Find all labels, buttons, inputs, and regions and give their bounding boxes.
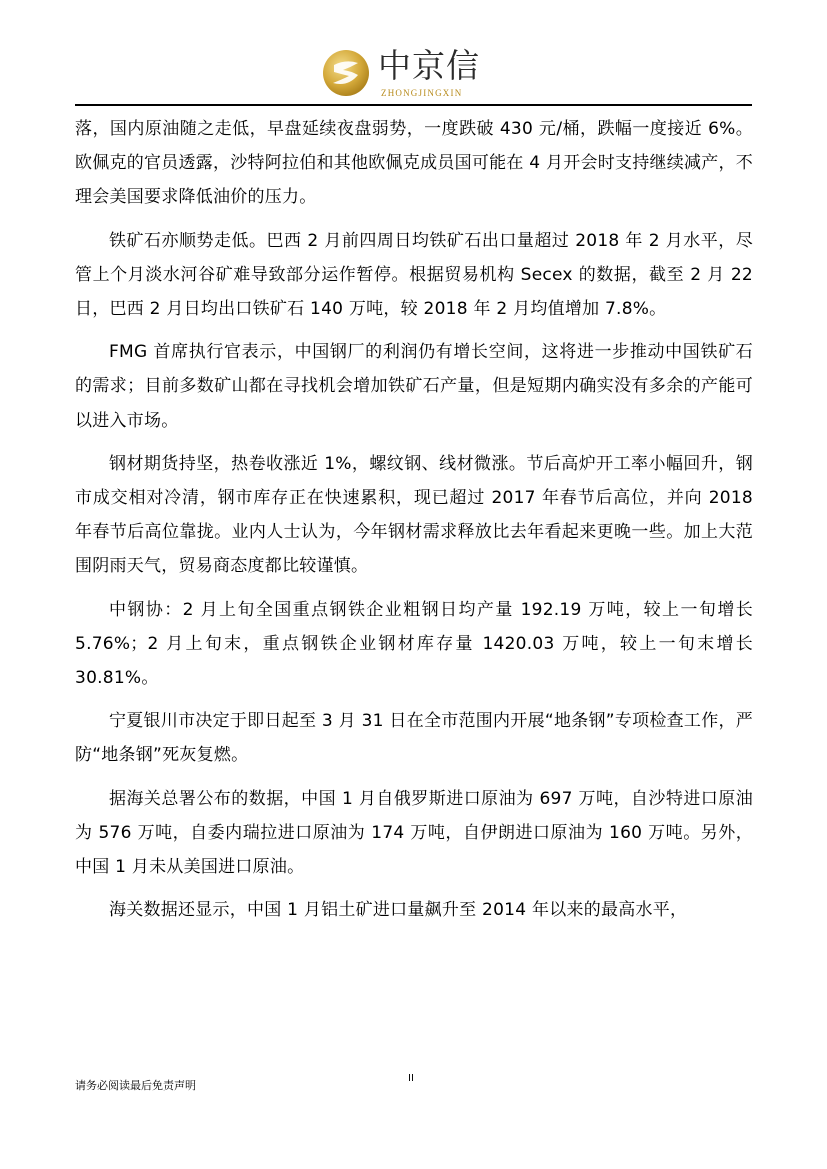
paragraph-fmg: FMG 首席执行官表示，中国钢厂的利润仍有增长空间，这将进一步推动中国铁矿石的需求；目前多数矿山都在寻找机会增加铁矿石产量，但是短期内确实没有多余的产能可以进入市场。 [75,342,753,431]
paragraph-iron-ore: 铁矿石亦顺势走低。巴西 2 月前四周日均铁矿石出口量超过 2018 年 2 月水平，尽管上个月淡水河谷矿难导致部分运作暂停。根据贸易机构 Secex 的数据，截至 2 月 22 日，巴西 2 月日均出口铁矿石 140 万吨，较 2018 年 2 月均值增加 7.8%。 [75,230,753,320]
paragraph-yinchuan: 宁夏银川市决定于即日起至 3 月 31 日在全市范围内开展“地条钢”专项检查工作，严防“地条钢”死灰复燃。 [75,711,753,766]
logo-english-name: ZHONGJINGXIN [381,88,463,98]
paragraph-cisa: 中钢协：2 月上旬全国重点钢铁企业粗钢日均产量 192.19 万吨，较上一旬增长 5.76%；2 月上旬末，重点钢铁企业钢材库存量 1420.03 万吨，较上一旬末增长 30.81%。 [75,599,753,689]
logo-chinese-name: 中京信 [378,46,480,85]
page-header [0,42,827,104]
footer-disclaimer: 请务必阅读最后免责声明 [75,1079,196,1092]
document-body [75,112,753,936]
paragraph-bauxite: 海关数据还显示，中国 1 月铝土矿进口量飙升至 2014 年以来的最高水平， [109,900,688,921]
paragraph-crude-oil: 落，国内原油随之走低，早盘延续夜盘弱势，一度跌破 430 元/桶，跌幅一度接近 6%。欧佩克的官员透露，沙特阿拉伯和其他欧佩克成员国可能在 4 月开会时支持继续减产，不理会美国要求降低油价的压力。 [75,119,753,208]
page-number: II [408,1073,414,1084]
paragraph-customs-oil: 据海关总署公布的数据，中国 1 月自俄罗斯进口原油为 697 万吨，自沙特进口原油为 576 万吨，自委内瑞拉进口原油为 174 万吨，自伊朗进口原油为 160 万吨。另外，中国 1 月未从美国进口原油。 [75,788,753,878]
zhongjingxin-logo-icon [321,48,371,98]
paragraph-steel-futures: 钢材期货持坚，热卷收涨近 1%，螺纹钢、线材微涨。节后高炉开工率小幅回升，钢市成交相对冷清，钢市库存正在快速累积，现已超过 2017 年春节后高位，并向 2018 年春节后高位靠拢。业内人士认为，今年钢材需求释放比去年看起来更晚一些。加上大范围阴雨天气，贸易商态度都比较谨慎。 [75,453,753,577]
header-divider [75,104,752,106]
